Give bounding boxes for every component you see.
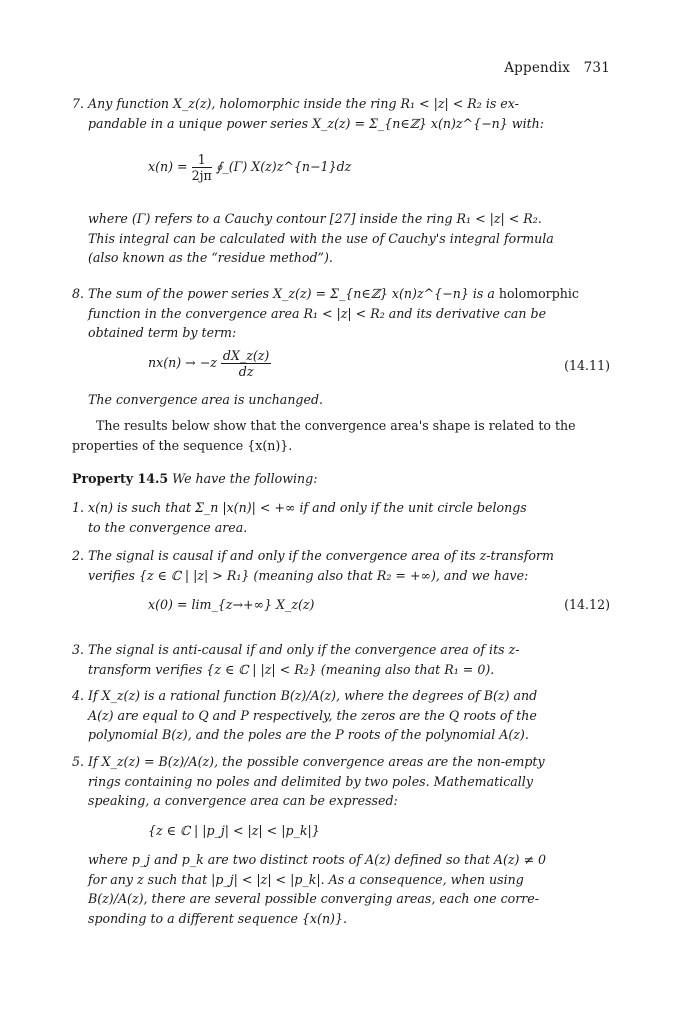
property-item-5-number: 5. (72, 754, 85, 769)
equation-14-12: x(0) = lim_{z→+∞} X_z(z) (148, 597, 315, 612)
item-8-line-3: obtained term by term: (88, 325, 237, 341)
holomorphic-word: holomorphic (498, 286, 579, 301)
equation-fraction (221, 348, 271, 379)
page-header (504, 60, 610, 76)
property-item-3-line-1: The signal is anti-causal if and only if the convergence area of its z- (88, 642, 520, 657)
property-title: Property 14.5 (72, 471, 169, 486)
item-7 (72, 94, 610, 133)
property-item-5-after-line-3: B(z)/A(z), there are several possible converging areas, each one corre- (88, 891, 540, 907)
property-item-3-line-2: transform verifies {z ∈ ℂ | |z| < R₂} (meaning also that R₁ = 0). (88, 661, 495, 677)
property-item-4 (72, 686, 610, 745)
item-8-number: 8. (72, 286, 85, 301)
intro-line-2: properties of the sequence {x(n)}. (72, 437, 293, 453)
item-7-line-2: pandable in a unique power series X_z(z) = Σ_{n∈ℤ} x(n)z^{−n} with: (88, 115, 545, 131)
property-item-5-after (88, 850, 610, 928)
equation-number-14-11: (14.11) (564, 358, 610, 373)
intro-paragraph (72, 416, 610, 455)
property-item-3-number: 3. (72, 642, 85, 657)
item-7-line-1: Any function X_z(z), holomorphic inside the ring R₁ < |z| < R₂ is ex- (88, 96, 519, 111)
equation-fraction (192, 152, 212, 183)
equation-lhs: x(n) = (148, 159, 188, 174)
property-item-5-after-line-1: where p_j and p_k are two distinct roots of A(z) defined so that A(z) ≠ 0 (88, 852, 547, 867)
property-item-5-after-line-4: sponding to a different sequence {x(n)}. (88, 910, 347, 926)
property-item-4-number: 4. (72, 688, 85, 703)
fraction-denominator: 2jπ (191, 168, 212, 183)
property-heading (72, 469, 610, 489)
property-item-4-line-1: If X_z(z) is a rational function B(z)/A(z), where the degrees of B(z) and (88, 688, 538, 703)
equation-lhs: nx(n) → −z (148, 355, 217, 370)
property-item-2-number: 2. (72, 548, 85, 563)
property-item-2-line-1: The signal is causal if and only if the convergence area of its z-transform (88, 548, 554, 563)
item-7-after-line-1: where (Γ) refers to a Cauchy contour [27] inside the ring R₁ < |z| < R₂. (88, 211, 542, 226)
item-8-line-1: The sum of the power series X_z(z) = Σ_{n∈ℤ} x(n)z^{−n} is a holomorphic (88, 286, 579, 301)
item-7-after-line-2: This integral can be calculated with the use of Cauchy's integral formula (88, 230, 554, 246)
property-item-2-line-2: verifies {z ∈ ℂ | |z| > R₁} (meaning also that R₂ = +∞), and we have: (88, 567, 529, 583)
property-item-2 (72, 546, 610, 585)
item-7-number: 7. (72, 96, 85, 111)
item-8 (72, 284, 610, 343)
property-item-1-line-1: x(n) is such that Σ_n |x(n)| < +∞ if and only if the unit circle belongs (88, 500, 527, 515)
property-lead: We have the following: (172, 471, 318, 486)
property-item-3 (72, 640, 610, 679)
intro-line-1: The results below show that the convergence area's shape is related to the (96, 418, 576, 433)
fraction-numerator: 1 (192, 152, 212, 168)
equation-14-11 (148, 348, 271, 379)
equation-number-14-12: (14.12) (564, 597, 610, 612)
property-item-1-line-2: to the convergence area. (88, 519, 248, 535)
property-item-1-number: 1. (72, 500, 85, 515)
property-item-5-line-3: speaking, a convergence area can be expressed: (88, 793, 398, 809)
item-8-after: The convergence area is unchanged. (88, 392, 324, 407)
item-7-after-line-3: (also known as the “residue method”). (88, 250, 333, 266)
fraction-denominator: dz (238, 364, 254, 379)
fraction-numerator: dX_z(z) (222, 348, 270, 363)
page-number: 731 (583, 60, 610, 76)
running-head: Appendix (504, 60, 571, 76)
property-item-1 (72, 498, 610, 537)
property-item-5 (72, 752, 610, 811)
property-item-4-line-3: polynomial B(z), and the poles are the P roots of the polynomial A(z). (88, 727, 529, 743)
equation-convergence-ring: {z ∈ ℂ | |p_j| < |z| < |p_k|} (148, 823, 320, 838)
property-item-5-line-1: If X_z(z) = B(z)/A(z), the possible convergence areas are the non-empty (88, 754, 545, 769)
equation-rhs: ∮_(Γ) X(z)z^{n−1}dz (215, 159, 352, 174)
item-8-line-2: function in the convergence area R₁ < |z| < R₂ and its derivative can be (88, 305, 547, 321)
property-item-5-line-2: rings containing no poles and delimited by two poles. Mathematically (88, 773, 533, 789)
equation-cauchy-integral (148, 152, 351, 183)
property-item-4-line-2: A(z) are equal to Q and P respectively, the zeros are the Q roots of the (88, 707, 537, 723)
property-item-5-after-line-2: for any z such that |p_j| < |z| < |p_k|. As a consequence, when using (88, 871, 524, 887)
item-7-explanation (88, 209, 610, 268)
